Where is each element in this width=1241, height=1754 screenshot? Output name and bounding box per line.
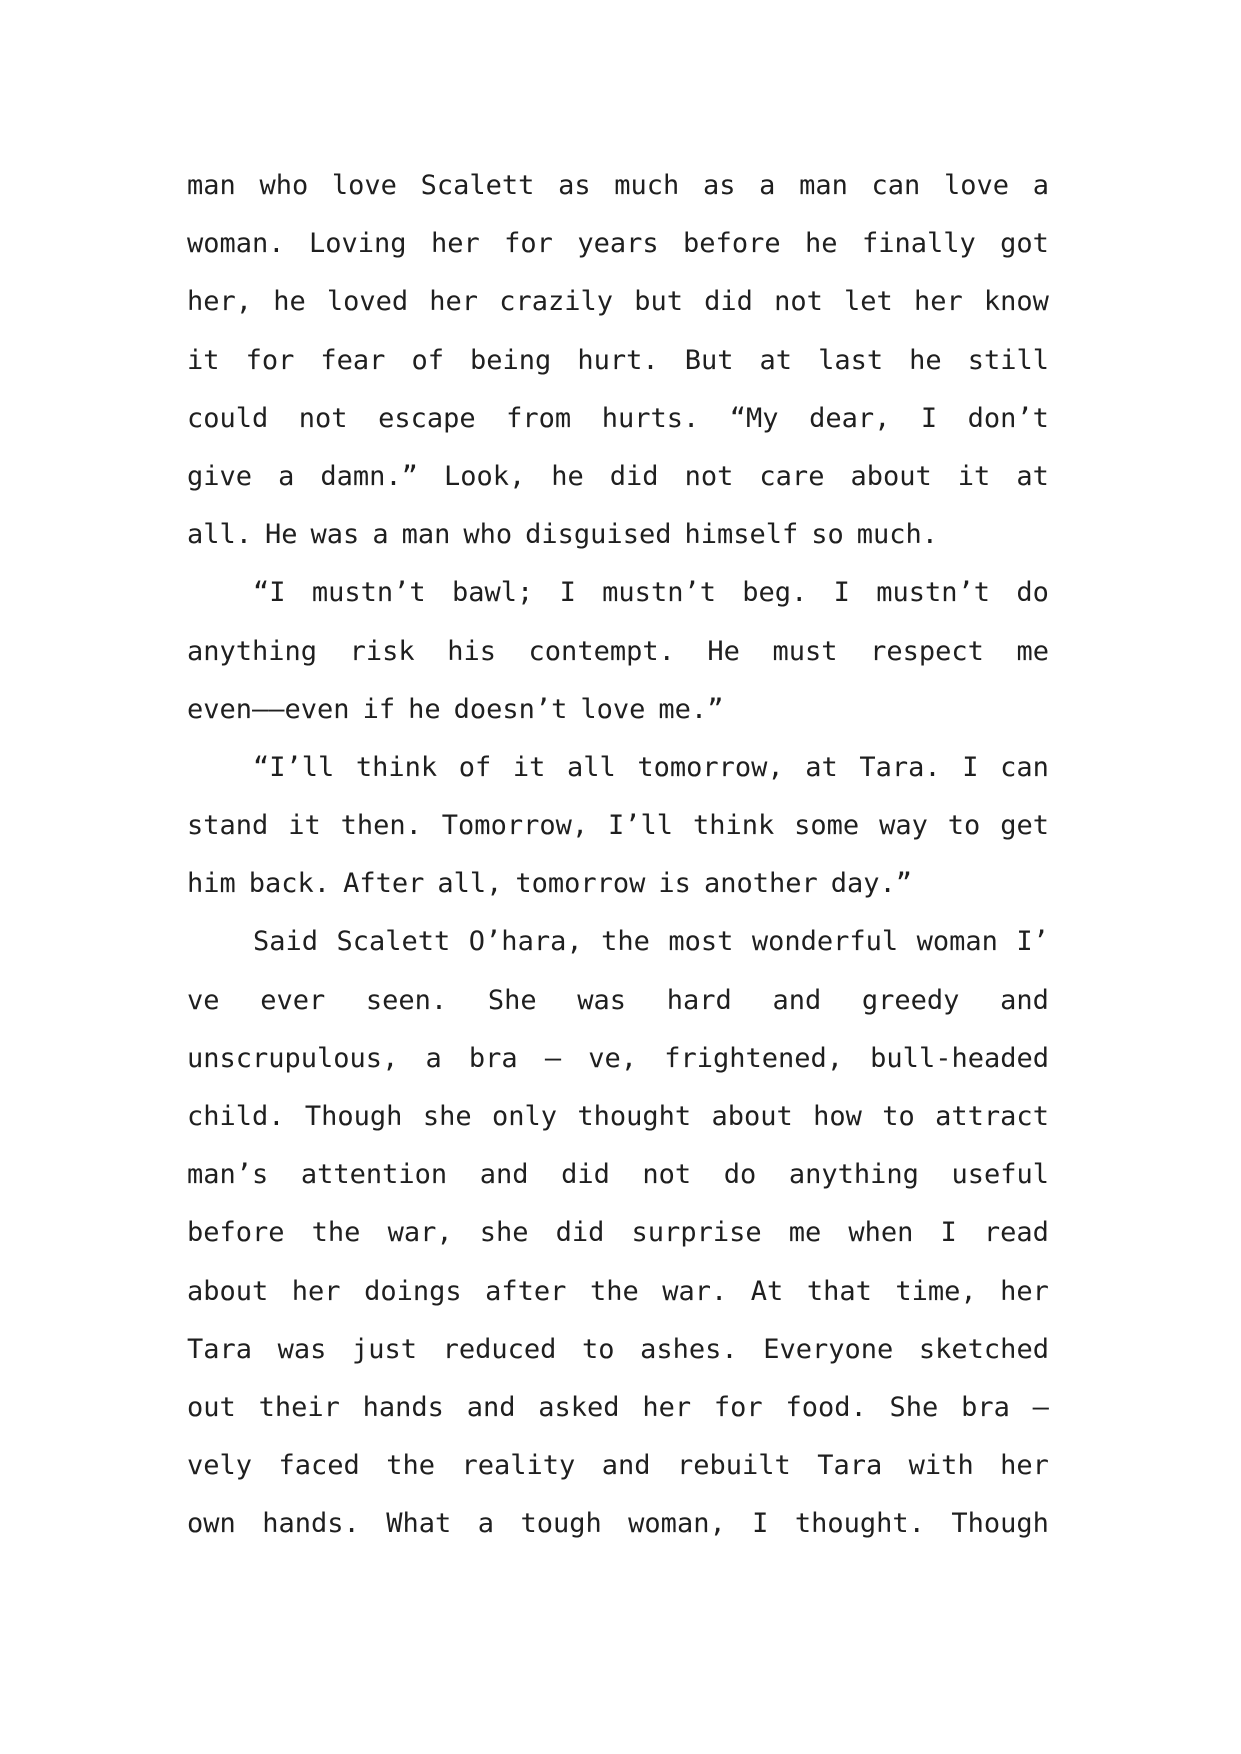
word: for: [504, 228, 553, 260]
word: he: [909, 344, 942, 376]
word: hurt.: [577, 344, 659, 376]
word: can: [871, 170, 921, 201]
word: Tara: [187, 1333, 253, 1365]
word: He: [265, 519, 298, 551]
word: it: [288, 810, 321, 842]
word: about: [187, 1275, 269, 1307]
word: asked: [538, 1391, 620, 1423]
word: doesn’t: [453, 693, 568, 725]
word: get: [1000, 810, 1049, 842]
word: not: [642, 1159, 692, 1191]
word: “My: [729, 402, 779, 434]
word: bull-headed: [870, 1042, 1049, 1074]
word: how: [813, 1101, 862, 1132]
word: all: [566, 751, 616, 783]
word: woman: [916, 926, 998, 958]
word: being: [470, 344, 552, 376]
word: I’ll: [608, 810, 674, 842]
word: dear,: [809, 402, 891, 434]
word: for: [713, 1391, 763, 1423]
word: ashes.: [640, 1333, 738, 1365]
text-line: [187, 1379, 1049, 1437]
word: risk: [349, 635, 415, 667]
word: Look,: [443, 460, 526, 492]
text-line: [187, 1321, 1049, 1379]
text-line: [187, 448, 1049, 506]
word: it: [957, 460, 991, 492]
word: tomorrow,: [637, 751, 784, 783]
text-line: [187, 1146, 1049, 1204]
word: reality: [461, 1450, 576, 1482]
word: At: [750, 1275, 784, 1307]
word: he: [273, 286, 306, 318]
word: Said: [253, 926, 319, 958]
word: and: [772, 984, 822, 1016]
word: I: [940, 1217, 957, 1249]
word: —: [544, 1042, 562, 1074]
word: it: [512, 751, 546, 783]
word: I’: [1016, 926, 1049, 958]
word: ever: [260, 984, 326, 1016]
word: reduced: [442, 1333, 557, 1365]
word: he: [551, 460, 584, 492]
word: but: [634, 286, 683, 318]
word: to: [947, 810, 981, 842]
word: rebuilt: [676, 1450, 791, 1482]
word: the: [589, 1275, 639, 1307]
text-line: [187, 913, 1049, 971]
word: did: [555, 1217, 605, 1249]
word: love: [331, 170, 397, 201]
word: all,: [437, 868, 503, 900]
word: hurts.: [601, 402, 700, 434]
word: her: [429, 286, 479, 318]
word: woman,: [628, 1508, 726, 1540]
word: at: [1016, 460, 1049, 492]
word: to: [582, 1333, 615, 1365]
word: I: [962, 751, 979, 783]
word: beg.: [742, 577, 808, 609]
word: a: [278, 460, 295, 492]
word: think: [355, 751, 438, 783]
word: love: [580, 693, 646, 725]
word: at: [759, 344, 793, 376]
word: that: [806, 1275, 872, 1307]
word: think: [692, 810, 775, 842]
word: at: [805, 751, 838, 783]
text-line: [187, 739, 1049, 797]
word: I: [752, 1508, 769, 1540]
word: and: [479, 1159, 529, 1191]
word: give: [187, 460, 253, 492]
text-line: [187, 855, 1049, 913]
word: before: [187, 1217, 285, 1249]
word: own: [187, 1508, 236, 1540]
word: mustn’t: [311, 577, 426, 609]
word: must: [772, 635, 838, 667]
word: was: [277, 1333, 327, 1365]
word: some: [794, 810, 860, 842]
word: Tara.: [859, 751, 941, 783]
text-line: [187, 157, 1049, 215]
word: man: [799, 170, 848, 201]
word: do: [723, 1159, 757, 1191]
word: was: [577, 984, 627, 1016]
word: with: [908, 1450, 974, 1482]
word: the: [311, 1217, 361, 1249]
word: her,: [187, 286, 253, 318]
text-line: [187, 506, 1049, 564]
word: She: [889, 1391, 939, 1423]
word: crazily: [499, 286, 614, 318]
word: She: [487, 984, 537, 1016]
word: he: [805, 228, 838, 260]
word: war.: [662, 1275, 728, 1307]
word: the: [601, 926, 650, 958]
word: bra: [468, 1042, 518, 1074]
word: years: [577, 228, 659, 260]
word: a: [759, 170, 776, 201]
word: “I: [253, 577, 286, 609]
word: and: [466, 1391, 516, 1423]
word: a: [477, 1508, 494, 1540]
word: her: [1000, 1275, 1049, 1307]
word: still: [967, 344, 1049, 376]
word: if: [362, 693, 396, 725]
word: after: [485, 1275, 567, 1307]
word: me: [788, 1217, 822, 1249]
word: from: [506, 402, 572, 434]
word: she: [422, 1101, 472, 1132]
word: for: [245, 344, 295, 376]
word: time,: [895, 1275, 977, 1307]
word: did: [609, 460, 659, 492]
word: and: [601, 1450, 651, 1482]
word: know: [983, 286, 1049, 318]
word: attention: [300, 1159, 448, 1191]
word: fear: [320, 344, 386, 376]
word: her: [291, 1275, 341, 1307]
word: much: [614, 170, 680, 201]
word: did: [561, 1159, 610, 1191]
word: child.: [187, 1101, 285, 1132]
word: did: [704, 286, 753, 318]
word: vely: [187, 1450, 253, 1482]
word: her: [913, 286, 963, 318]
word: who: [463, 519, 513, 551]
word: Scalett: [336, 926, 451, 958]
word: frightened,: [664, 1042, 844, 1074]
word: as: [558, 170, 591, 201]
word: After: [343, 868, 425, 900]
word: wonderful: [751, 926, 899, 958]
word: hard: [666, 984, 732, 1016]
word: anything: [788, 1159, 919, 1191]
word: himself: [684, 519, 799, 551]
word: food.: [785, 1391, 867, 1423]
word: I: [559, 577, 576, 609]
word: even——even: [187, 693, 350, 725]
word: mustn’t: [602, 577, 716, 609]
word: hands.: [262, 1508, 360, 1540]
word: tomorrow: [515, 868, 646, 900]
word: do: [1016, 577, 1049, 609]
word: not: [774, 286, 823, 318]
word: got: [1000, 228, 1049, 260]
word: day.”: [830, 868, 913, 900]
word: the: [386, 1450, 435, 1482]
word: let: [844, 286, 893, 318]
word: way: [879, 810, 928, 842]
word: of: [411, 344, 444, 376]
word: contempt.: [528, 635, 675, 667]
word: then.: [340, 810, 422, 842]
word: damn.”: [320, 460, 418, 492]
text-line: [187, 1088, 1049, 1146]
word: to: [882, 1101, 915, 1132]
text-line: [187, 1204, 1049, 1262]
word: care: [759, 460, 825, 492]
word: ve,: [588, 1042, 638, 1074]
word: last: [818, 344, 884, 376]
word: attract: [935, 1101, 1049, 1132]
word: just: [352, 1333, 418, 1365]
word: her: [1000, 1450, 1049, 1482]
word: their: [258, 1391, 340, 1423]
word: her: [642, 1391, 692, 1423]
word: Tomorrow,: [441, 810, 589, 842]
text-line: [187, 797, 1049, 855]
word: thought: [577, 1101, 692, 1132]
word: Scalett: [420, 170, 535, 201]
word: escape: [378, 402, 476, 434]
word: it: [187, 344, 220, 376]
word: hands: [362, 1391, 444, 1423]
word: only: [491, 1101, 557, 1132]
word: surprise: [631, 1217, 762, 1249]
word: me: [1016, 635, 1049, 667]
word: love: [944, 170, 1010, 201]
word: anything: [187, 635, 318, 667]
word: man’s: [187, 1159, 269, 1191]
word: war,: [387, 1217, 453, 1249]
body-text: [187, 157, 1049, 1554]
word: seen.: [365, 984, 448, 1016]
word: much.: [856, 519, 939, 551]
word: was: [310, 519, 360, 551]
word: respect: [870, 635, 984, 667]
word: a: [372, 519, 389, 551]
text-line: [187, 215, 1049, 273]
word: Tara: [817, 1450, 883, 1482]
word: Loving: [308, 228, 407, 260]
word: finally: [861, 228, 976, 260]
word: about: [711, 1101, 793, 1132]
word: Though: [304, 1101, 403, 1132]
word: his: [447, 635, 496, 667]
word: a: [425, 1042, 442, 1074]
word: not: [684, 460, 734, 492]
word: before: [683, 228, 781, 260]
word: he: [408, 693, 441, 725]
text-line: [187, 564, 1049, 622]
word: sketched: [918, 1333, 1049, 1365]
word: Everyone: [763, 1333, 894, 1365]
word: is: [658, 868, 691, 900]
word: greedy: [861, 984, 960, 1016]
word: him: [187, 868, 236, 900]
text-line: [187, 1495, 1049, 1553]
word: most: [668, 926, 734, 958]
word: woman.: [187, 228, 285, 260]
word: she: [479, 1217, 529, 1249]
word: disguised: [525, 519, 672, 551]
text-line: [187, 332, 1049, 390]
word: —: [1032, 1391, 1049, 1423]
word: out: [187, 1391, 236, 1423]
word: can: [1000, 751, 1049, 783]
word: when: [848, 1217, 914, 1249]
word: What: [386, 1508, 452, 1540]
word: I: [833, 577, 850, 609]
text-line: [187, 1437, 1049, 1495]
word: not: [298, 402, 348, 434]
text-line: [187, 681, 1049, 739]
word: loved: [326, 286, 409, 318]
word: back.: [248, 868, 331, 900]
word: her: [430, 228, 480, 260]
word: all.: [187, 519, 253, 551]
text-line: [187, 972, 1049, 1030]
word: could: [187, 402, 269, 434]
word: about: [850, 460, 932, 492]
word: thought.: [794, 1508, 925, 1540]
word: don’t: [967, 402, 1049, 434]
word: a: [1032, 170, 1049, 201]
word: But: [684, 344, 734, 376]
word: me.”: [658, 693, 724, 725]
word: ve: [187, 984, 220, 1016]
word: so: [811, 519, 844, 551]
word: man: [187, 170, 236, 201]
word: of: [458, 751, 492, 783]
text-line: [187, 1263, 1049, 1321]
word: O’hara,: [468, 926, 583, 958]
text-line: [187, 273, 1049, 331]
word: He: [707, 635, 740, 667]
word: tough: [520, 1508, 602, 1540]
word: another: [703, 868, 818, 900]
word: doings: [364, 1275, 462, 1307]
word: bawl;: [451, 577, 534, 609]
word: read: [983, 1217, 1049, 1249]
word: stand: [187, 810, 269, 842]
word: and: [1000, 984, 1049, 1016]
word: unscrupulous,: [187, 1042, 399, 1074]
word: as: [702, 170, 736, 201]
word: bra: [961, 1391, 1010, 1423]
text-line: [187, 1030, 1049, 1088]
word: faced: [278, 1450, 360, 1482]
word: “I’ll: [253, 751, 335, 783]
word: useful: [951, 1159, 1049, 1191]
text-line: [187, 623, 1049, 681]
word: man: [401, 519, 451, 551]
word: who: [259, 170, 309, 201]
word: I: [920, 402, 938, 434]
word: Though: [951, 1508, 1049, 1540]
word: mustn’t: [876, 577, 991, 609]
text-line: [187, 390, 1049, 448]
